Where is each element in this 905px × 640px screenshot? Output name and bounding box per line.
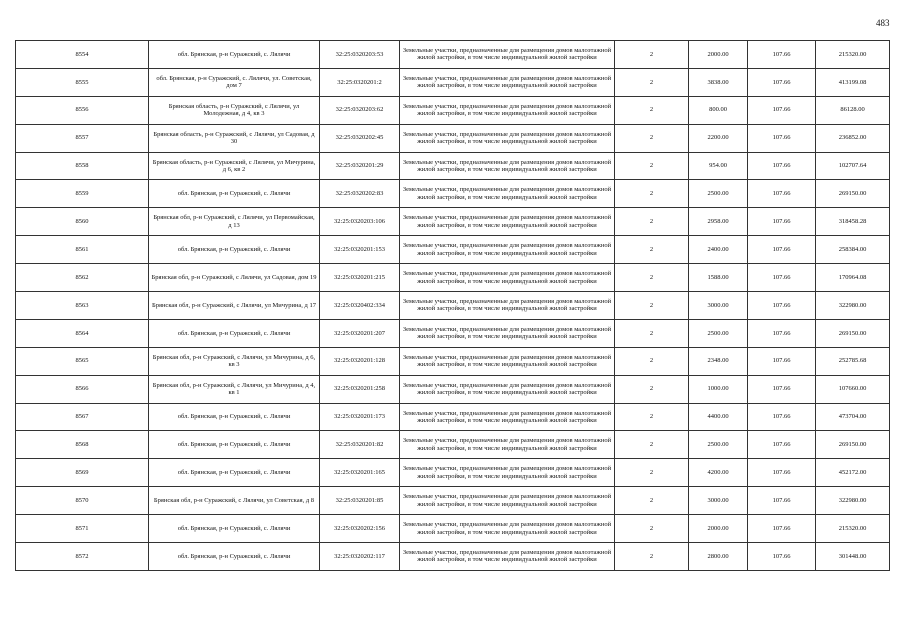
- cadastral-number-cell: 32:25:0320202:83: [320, 180, 400, 208]
- row-number-cell: 8562: [16, 264, 149, 292]
- rate-cell: 107.66: [748, 543, 816, 571]
- group-cell: 2: [615, 124, 689, 152]
- cadastral-number-cell: 32:25:0320201:29: [320, 152, 400, 180]
- row-number-cell: 8566: [16, 375, 149, 403]
- group-cell: 2: [615, 515, 689, 543]
- row-number-cell: 8567: [16, 403, 149, 431]
- cadastral-number-cell: 32:25:0320201:173: [320, 403, 400, 431]
- rate-cell: 107.66: [748, 292, 816, 320]
- cadastral-number-cell: 32:25:0320202:45: [320, 124, 400, 152]
- land-use-cell: Земельные участки, предназначенные для размещения домов малоэтажной жилой застройки, в том числе индивидуальной жилой застройки: [400, 264, 615, 292]
- cadastral-value-cell: 301448.00: [816, 543, 890, 571]
- rate-cell: 107.66: [748, 319, 816, 347]
- group-cell: 2: [615, 347, 689, 375]
- land-use-cell: Земельные участки, предназначенные для размещения домов малоэтажной жилой застройки, в том числе индивидуальной жилой застройки: [400, 208, 615, 236]
- cadastral-value-cell: 252785.68: [816, 347, 890, 375]
- rate-cell: 107.66: [748, 515, 816, 543]
- address-cell: обл. Брянская, р-н Суражский, с. Лялячи: [149, 515, 320, 543]
- group-cell: 2: [615, 236, 689, 264]
- row-number-cell: 8555: [16, 68, 149, 96]
- table-row: [16, 124, 890, 152]
- table-row: [16, 375, 890, 403]
- cadastral-value-cell: 102707.64: [816, 152, 890, 180]
- cadastral-value-cell: 215320.00: [816, 515, 890, 543]
- row-number-cell: 8565: [16, 347, 149, 375]
- cadastral-number-cell: 32:25:0320203:106: [320, 208, 400, 236]
- table-row: [16, 41, 890, 69]
- area-cell: 954.00: [689, 152, 748, 180]
- rate-cell: 107.66: [748, 375, 816, 403]
- area-cell: 2958.00: [689, 208, 748, 236]
- row-number-cell: 8568: [16, 431, 149, 459]
- address-cell: обл. Брянская, р-н Суражский, с. Лялячи: [149, 543, 320, 571]
- cadastral-number-cell: 32:25:0320201:153: [320, 236, 400, 264]
- address-cell: обл. Брянская, р-н Суражский, с. Лялячи: [149, 180, 320, 208]
- cadastral-number-cell: 32:25:0320201:128: [320, 347, 400, 375]
- land-registry-table: [15, 40, 890, 571]
- cadastral-value-cell: 269150.00: [816, 319, 890, 347]
- rate-cell: 107.66: [748, 41, 816, 69]
- cadastral-number-cell: 32:25:0320201:258: [320, 375, 400, 403]
- cadastral-number-cell: 32:25:0320203:53: [320, 41, 400, 69]
- land-use-cell: Земельные участки, предназначенные для размещения домов малоэтажной жилой застройки, в том числе индивидуальной жилой застройки: [400, 319, 615, 347]
- address-cell: Брянская обл, р-н Суражский, с Лялячи, ул Первомайская, д 13: [149, 208, 320, 236]
- row-number-cell: 8570: [16, 487, 149, 515]
- cadastral-value-cell: 215320.00: [816, 41, 890, 69]
- rate-cell: 107.66: [748, 431, 816, 459]
- row-number-cell: 8559: [16, 180, 149, 208]
- land-use-cell: Земельные участки, предназначенные для размещения домов малоэтажной жилой застройки, в том числе индивидуальной жилой застройки: [400, 487, 615, 515]
- area-cell: 2348.00: [689, 347, 748, 375]
- rate-cell: 107.66: [748, 347, 816, 375]
- cadastral-value-cell: 318458.28: [816, 208, 890, 236]
- cadastral-number-cell: 32:25:0320201:85: [320, 487, 400, 515]
- rate-cell: 107.66: [748, 487, 816, 515]
- cadastral-number-cell: 32:25:0320201:2: [320, 68, 400, 96]
- cadastral-value-cell: 269150.00: [816, 431, 890, 459]
- table-row: [16, 96, 890, 124]
- group-cell: 2: [615, 543, 689, 571]
- group-cell: 2: [615, 152, 689, 180]
- area-cell: 2500.00: [689, 431, 748, 459]
- cadastral-number-cell: 32:25:0320202:156: [320, 515, 400, 543]
- table-row: [16, 292, 890, 320]
- land-use-cell: Земельные участки, предназначенные для размещения домов малоэтажной жилой застройки, в том числе индивидуальной жилой застройки: [400, 459, 615, 487]
- address-cell: обл. Брянская, р-н Суражский, с. Лялячи, ул. Советская, дом 7: [149, 68, 320, 96]
- land-use-cell: Земельные участки, предназначенные для размещения домов малоэтажной жилой застройки, в том числе индивидуальной жилой застройки: [400, 375, 615, 403]
- cadastral-number-cell: 32:25:0320201:82: [320, 431, 400, 459]
- row-number-cell: 8556: [16, 96, 149, 124]
- group-cell: 2: [615, 96, 689, 124]
- group-cell: 2: [615, 403, 689, 431]
- area-cell: 4200.00: [689, 459, 748, 487]
- land-use-cell: Земельные участки, предназначенные для размещения домов малоэтажной жилой застройки, в том числе индивидуальной жилой застройки: [400, 292, 615, 320]
- table-row: [16, 319, 890, 347]
- address-cell: обл. Брянская, р-н Суражский, с. Лялячи: [149, 236, 320, 264]
- area-cell: 800.00: [689, 96, 748, 124]
- land-use-cell: Земельные участки, предназначенные для размещения домов малоэтажной жилой застройки, в том числе индивидуальной жилой застройки: [400, 180, 615, 208]
- land-use-cell: Земельные участки, предназначенные для размещения домов малоэтажной жилой застройки, в том числе индивидуальной жилой застройки: [400, 124, 615, 152]
- cadastral-number-cell: 32:25:0320201:165: [320, 459, 400, 487]
- row-number-cell: 8564: [16, 319, 149, 347]
- cadastral-value-cell: 413199.08: [816, 68, 890, 96]
- cadastral-number-cell: 32:25:0320203:62: [320, 96, 400, 124]
- cadastral-number-cell: 32:25:0320201:215: [320, 264, 400, 292]
- address-cell: Брянская обл, р-н Суражский, с Лялячи, ул Мичурина, д 17: [149, 292, 320, 320]
- cadastral-number-cell: 32:25:0320402:334: [320, 292, 400, 320]
- cadastral-value-cell: 322980.00: [816, 292, 890, 320]
- table-row: [16, 347, 890, 375]
- rate-cell: 107.66: [748, 152, 816, 180]
- rate-cell: 107.66: [748, 459, 816, 487]
- rate-cell: 107.66: [748, 96, 816, 124]
- cadastral-value-cell: 86128.00: [816, 96, 890, 124]
- area-cell: 2000.00: [689, 515, 748, 543]
- rate-cell: 107.66: [748, 208, 816, 236]
- row-number-cell: 8554: [16, 41, 149, 69]
- area-cell: 3000.00: [689, 487, 748, 515]
- group-cell: 2: [615, 68, 689, 96]
- land-use-cell: Земельные участки, предназначенные для размещения домов малоэтажной жилой застройки, в том числе индивидуальной жилой застройки: [400, 236, 615, 264]
- table-row: [16, 152, 890, 180]
- area-cell: 1588.00: [689, 264, 748, 292]
- row-number-cell: 8557: [16, 124, 149, 152]
- page-number: 483: [876, 18, 890, 28]
- land-use-cell: Земельные участки, предназначенные для размещения домов малоэтажной жилой застройки, в том числе индивидуальной жилой застройки: [400, 431, 615, 459]
- rate-cell: 107.66: [748, 180, 816, 208]
- table-row: [16, 236, 890, 264]
- cadastral-value-cell: 269150.00: [816, 180, 890, 208]
- rate-cell: 107.66: [748, 236, 816, 264]
- area-cell: 1000.00: [689, 375, 748, 403]
- group-cell: 2: [615, 264, 689, 292]
- table-row: [16, 543, 890, 571]
- table-row: [16, 403, 890, 431]
- area-cell: 2500.00: [689, 319, 748, 347]
- row-number-cell: 8561: [16, 236, 149, 264]
- table-row: [16, 459, 890, 487]
- group-cell: 2: [615, 487, 689, 515]
- address-cell: Брянская область, р-н Суражский, с Лялячи, ул Молодежная, д 4, кв 3: [149, 96, 320, 124]
- table-row: [16, 487, 890, 515]
- address-cell: Брянская обл, р-н Суражский, с Лялячи, ул Мичурина, д 4, кв 1: [149, 375, 320, 403]
- row-number-cell: 8560: [16, 208, 149, 236]
- land-use-cell: Земельные участки, предназначенные для размещения домов малоэтажной жилой застройки, в том числе индивидуальной жилой застройки: [400, 68, 615, 96]
- address-cell: Брянская обл, р-н Суражский, с Лялячи, ул Советская, д 8: [149, 487, 320, 515]
- table-row: [16, 431, 890, 459]
- area-cell: 2200.00: [689, 124, 748, 152]
- row-number-cell: 8558: [16, 152, 149, 180]
- land-use-cell: Земельные участки, предназначенные для размещения домов малоэтажной жилой застройки, в том числе индивидуальной жилой застройки: [400, 347, 615, 375]
- group-cell: 2: [615, 375, 689, 403]
- table-row: [16, 264, 890, 292]
- table-body: [16, 41, 890, 571]
- row-number-cell: 8569: [16, 459, 149, 487]
- rate-cell: 107.66: [748, 403, 816, 431]
- group-cell: 2: [615, 459, 689, 487]
- rate-cell: 107.66: [748, 68, 816, 96]
- land-use-cell: Земельные участки, предназначенные для размещения домов малоэтажной жилой застройки, в том числе индивидуальной жилой застройки: [400, 543, 615, 571]
- group-cell: 2: [615, 292, 689, 320]
- address-cell: обл. Брянская, р-н Суражский, с. Лялячи: [149, 319, 320, 347]
- cadastral-value-cell: 170964.08: [816, 264, 890, 292]
- area-cell: 2800.00: [689, 543, 748, 571]
- row-number-cell: 8572: [16, 543, 149, 571]
- address-cell: обл. Брянская, р-н Суражский, с. Лялячи: [149, 403, 320, 431]
- address-cell: Брянская область, р-н Суражский, с Лялячи, ул Мичурина, д 6, кв 2: [149, 152, 320, 180]
- area-cell: 2500.00: [689, 180, 748, 208]
- address-cell: обл. Брянская, р-н Суражский, с. Лялячи: [149, 41, 320, 69]
- table-row: [16, 515, 890, 543]
- table-row: [16, 68, 890, 96]
- address-cell: Брянская область, р-н Суражский, с Лялячи, ул Садовая, д 30: [149, 124, 320, 152]
- cadastral-value-cell: 258384.00: [816, 236, 890, 264]
- row-number-cell: 8571: [16, 515, 149, 543]
- land-use-cell: Земельные участки, предназначенные для размещения домов малоэтажной жилой застройки, в том числе индивидуальной жилой застройки: [400, 152, 615, 180]
- land-use-cell: Земельные участки, предназначенные для размещения домов малоэтажной жилой застройки, в том числе индивидуальной жилой застройки: [400, 403, 615, 431]
- area-cell: 4400.00: [689, 403, 748, 431]
- group-cell: 2: [615, 41, 689, 69]
- cadastral-number-cell: 32:25:0320201:207: [320, 319, 400, 347]
- cadastral-value-cell: 236852.00: [816, 124, 890, 152]
- address-cell: Брянская обл, р-н Суражский, с Лялячи, ул Садовая, дом 19: [149, 264, 320, 292]
- rate-cell: 107.66: [748, 124, 816, 152]
- group-cell: 2: [615, 180, 689, 208]
- rate-cell: 107.66: [748, 264, 816, 292]
- address-cell: Брянская обл, р-н Суражский, с Лялячи, ул Мичурина, д 6, кв 3: [149, 347, 320, 375]
- area-cell: 2000.00: [689, 41, 748, 69]
- area-cell: 3838.00: [689, 68, 748, 96]
- cadastral-number-cell: 32:25:0320202:117: [320, 543, 400, 571]
- group-cell: 2: [615, 319, 689, 347]
- area-cell: 3000.00: [689, 292, 748, 320]
- cadastral-value-cell: 473704.00: [816, 403, 890, 431]
- address-cell: обл. Брянская, р-н Суражский, с. Лялячи: [149, 459, 320, 487]
- cadastral-value-cell: 322980.00: [816, 487, 890, 515]
- group-cell: 2: [615, 431, 689, 459]
- table-row: [16, 180, 890, 208]
- land-use-cell: Земельные участки, предназначенные для размещения домов малоэтажной жилой застройки, в том числе индивидуальной жилой застройки: [400, 96, 615, 124]
- land-use-cell: Земельные участки, предназначенные для размещения домов малоэтажной жилой застройки, в том числе индивидуальной жилой застройки: [400, 41, 615, 69]
- cadastral-value-cell: 452172.00: [816, 459, 890, 487]
- area-cell: 2400.00: [689, 236, 748, 264]
- address-cell: обл. Брянская, р-н Суражский, с. Лялячи: [149, 431, 320, 459]
- land-use-cell: Земельные участки, предназначенные для размещения домов малоэтажной жилой застройки, в том числе индивидуальной жилой застройки: [400, 515, 615, 543]
- group-cell: 2: [615, 208, 689, 236]
- cadastral-value-cell: 107660.00: [816, 375, 890, 403]
- table-row: [16, 208, 890, 236]
- row-number-cell: 8563: [16, 292, 149, 320]
